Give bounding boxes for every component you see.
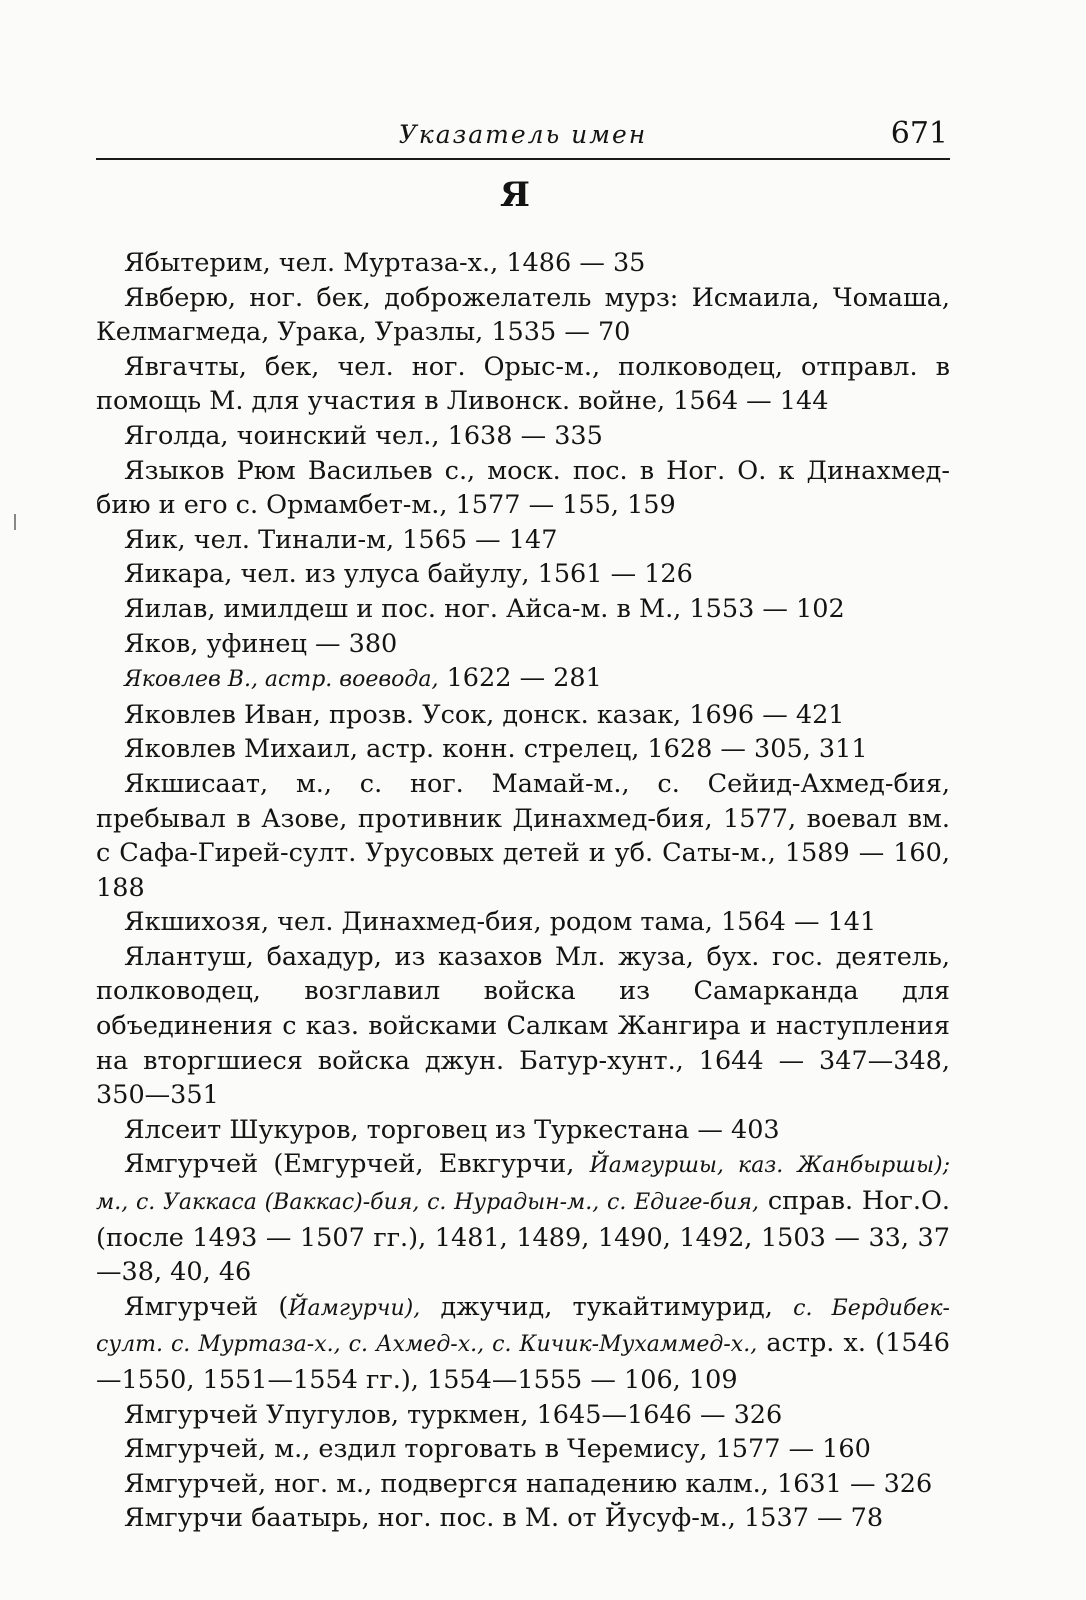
index-entry: Яковлев В., астр. воевода, 1622 — 281 [124, 663, 602, 694]
index-entry: Яголда, чоинский чел., 1638 — 335 [124, 420, 603, 451]
index-entry: Ямгурчей, м., ездил торговать в Черемису, 1577 — 160 [124, 1434, 871, 1465]
index-entry: Ямгурчей (Йамгурчи), джучид, тукайтимурид, с. Бердибек-султ. с. Муртаза-х., с. Ахмед-х., с. Кичик-Мухаммед-х., астр. х. (1546—1550, 1551—1554 гг.), 1554—1555 — 106, 109 [96, 1291, 950, 1395]
index-entry: Яковлев Иван, прозв. Усок, донск. казак, 1696 — 421 [124, 699, 845, 730]
index-entry: Яик, чел. Тинали-м, 1565 — 147 [124, 524, 558, 555]
index-entry: Ямгурчи баатырь, ног. пос. в М. от Йусуф-м., 1537 — 78 [124, 1503, 884, 1534]
index-entry: Яикара, чел. из улуса байулу, 1561 — 126 [124, 559, 693, 590]
index-entry: Яковлев Михаил, астр. конн. стрелец, 1628 — 305, 311 [124, 734, 868, 765]
index-entry: Яков, уфинец — 380 [124, 628, 398, 659]
header-title: Указатель имен [398, 120, 648, 149]
index-entry: Ямгурчей Упугулов, туркмен, 1645—1646 — 326 [124, 1399, 783, 1430]
margin-mark [14, 514, 16, 530]
index-entry: Явгачты, бек, чел. ног. Орыс-м., полководец, отправл. в помощь М. для участия в Ливонск. войне, 1564 — 144 [96, 351, 950, 417]
running-header [96, 112, 950, 160]
index-entry: Ялсеит Шукуров, торговец из Туркестана — 403 [124, 1114, 780, 1145]
index-entry: Ямгурчей, ног. м., подвергся нападению калм., 1631 — 326 [124, 1468, 933, 1499]
index-entry: Якшисаат, м., с. ног. Мамай-м., с. Сейид-Ахмед-бия, пребывал в Азове, противник Динахмед-бия, 1577, воевал вм. с Сафа-Гирей-султ. Урусовых детей и уб. Саты-м., 1589 — 160, 188 [96, 768, 950, 903]
index-entry: Явберю, ног. бек, доброжелатель мурз: Исмаила, Чомаша, Келмагмеда, Урака, Уразлы, 1535 — 70 [96, 282, 950, 348]
index-entry: Ямгурчей (Емгурчей, Евкгурчи, Йамгуршы, каз. Жанбыршы); м., с. Уаккаса (Ваккас)-бия, с. Нурадын-м., с. Едиге-бия, справ. Ног.О. (после 1493 — 1507 гг.), 1481, 1489, 1490, 1492, 1503 — 33, 37—38, 40, 46 [96, 1149, 950, 1288]
index-entry: Ябытерим, чел. Муртаза-х., 1486 — 35 [124, 248, 646, 278]
index-entry: Яилав, имилдеш и пос. ног. Айса-м. в М., 1553 — 102 [124, 593, 845, 624]
section-letter: Я [500, 175, 530, 215]
page-number: 671 [890, 116, 948, 151]
index-entry: Языков Рюм Васильев с., моск. пос. в Ног. О. к Динахмед-бию и его с. Ормамбет-м., 1577 — 155, 159 [96, 455, 950, 521]
index-entry: Ялантуш, бахадур, из казахов Мл. жуза, бух. гос. деятель, полководец, возглавил войска из Самарканда для объединения с каз. войсками Салкам Жангира и наступления на вторгшиеся войска джун. Батур-хунт., 1644 — 347—348, 350—351 [96, 941, 950, 1111]
index-entries [96, 246, 950, 1536]
index-entry: Якшихозя, чел. Динахмед-бия, родом тама, 1564 — 141 [124, 907, 877, 938]
